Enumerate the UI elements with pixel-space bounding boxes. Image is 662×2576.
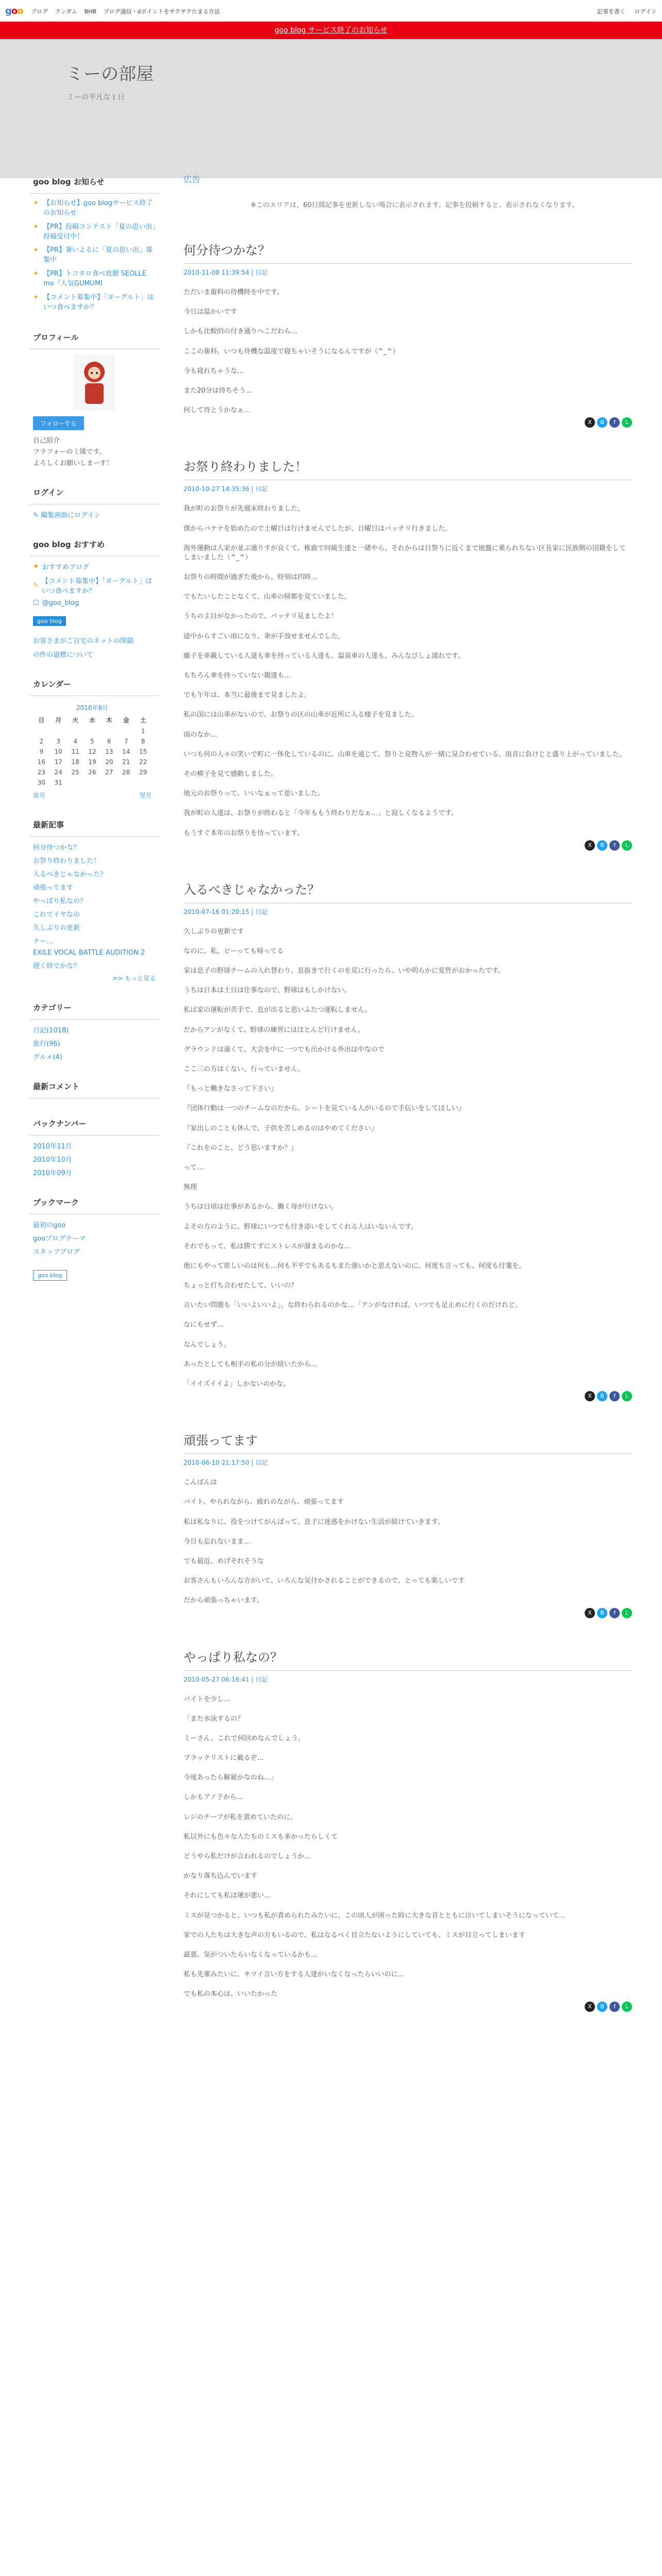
star-icon: ★	[33, 563, 39, 571]
entry-paragraph: かなり落ち込んでいます	[184, 1872, 258, 1880]
calendar-day[interactable]: 17	[54, 758, 62, 766]
entry-paragraph: お祭りの時間が過ぎた後から、時刻は四時…	[184, 573, 318, 582]
edit-login-label: 編集画面にログイン	[41, 512, 101, 520]
entry-title[interactable]: やっぱり私なの？	[184, 1647, 632, 1671]
news-item[interactable]	[33, 269, 156, 289]
share-buttons	[585, 2002, 632, 2012]
recommend-label: @goo_blog	[42, 599, 79, 607]
calendar-day	[118, 726, 135, 736]
entry-paragraph: 地元のお祭りって、いいなぁって思いました。	[184, 790, 324, 798]
blog-entry	[184, 456, 632, 849]
calendar-day[interactable]: 1	[141, 727, 145, 735]
calendar-widget	[30, 672, 159, 800]
bookmark-widget	[30, 1191, 159, 1286]
recommend-label: 【コメント募集中】「ヨーグルト」はいつ食べますか？	[41, 578, 153, 596]
blog-header	[0, 39, 662, 178]
entry-paragraph: それにしても私は運が悪い…	[184, 1892, 271, 1900]
recommend-extra[interactable]: の件の道標について	[33, 651, 93, 659]
entry-paragraph: 「イイズイイよ」しかないのかな。	[184, 1380, 290, 1388]
entry-paragraph: もちろん傘を持っていない親達も…	[184, 672, 291, 680]
entry-paragraph: 私の国には山車がないので、お祭りの区の山車が近所に入る様子を見ました。	[184, 711, 418, 719]
bookmark-link[interactable]: 最初のgoo	[33, 1222, 66, 1230]
entry-paragraph: 家は息子の野球チームの入れ替わり、息抜きで行くのを見に行ったら、いや明らかに変哲がおかったです。	[184, 967, 505, 975]
recent-article-link[interactable]: 遅く終でかな？	[33, 962, 80, 971]
goo-blog-footer-badge[interactable]: goo blog	[33, 1270, 67, 1281]
blog-title[interactable]: ミーの部屋	[66, 64, 154, 84]
sidebar	[30, 170, 159, 1299]
backnumber-link[interactable]: 2010年10月	[33, 1156, 72, 1164]
news-item[interactable]	[33, 199, 156, 218]
entry-body	[184, 288, 632, 415]
bookmark-share-icon[interactable]: B	[597, 417, 607, 428]
login-widget	[30, 481, 159, 519]
entry-paragraph: だからアンがなくて、野球の練習にはほとんど行けません。	[184, 1026, 365, 1034]
ad-note: ※このエリアは、60日間記事を更新しない場合に表示されます。記事を投稿すると、表示されなくなります。	[251, 201, 579, 209]
calendar-day[interactable]: 7	[124, 738, 128, 745]
megaphone-icon: ✦	[33, 293, 39, 301]
entry-paragraph: ここの歯科。いつも待機な温度で寝ちゃいそうになるんですが（^_^）	[184, 347, 400, 355]
recent-article-link[interactable]: EXILE VOCAL BATTLE AUDITION 2	[33, 949, 145, 957]
top-nav-item[interactable]: BHB	[84, 8, 96, 15]
calendar-day[interactable]: 21	[122, 758, 130, 766]
calendar-day[interactable]: 4	[73, 738, 77, 745]
entry-paragraph: 我が町の人達は、お祭りが終わると「今年ももう終わりだなぁ…」と寂しくなるようです。	[184, 809, 458, 818]
recent-article-link[interactable]: 何分待つかな？	[33, 844, 80, 852]
share-buttons	[585, 1608, 632, 1618]
entry-paragraph: ただいま歯科の待機時を中です。	[184, 289, 284, 296]
entry-paragraph: いつも何の人々の笑いで町に一体化しているのに、山車を通じて、祭りと見物人が一緒に見合わせている。雨音に負けじと盛り上がっていました。	[184, 750, 626, 758]
entry-paragraph: あったとしても相手の私の分が続いたから…	[184, 1360, 318, 1368]
entry-paragraph: でも最近、めげそれそうな	[184, 1557, 264, 1565]
calendar-day[interactable]: 31	[54, 779, 62, 787]
recent-article-link[interactable]: ナー…	[33, 938, 54, 946]
line-share-icon[interactable]: L	[622, 2002, 632, 2012]
profile-line: フラフォーのミ隊です。	[33, 448, 106, 456]
entry-paragraph: それでもって、私は勝てずにストレスが溜まるのかな…	[184, 1242, 351, 1250]
entry-paragraph: 私は私なりに、役をつけてがんばって、息子に迷惑をかけない生活が続けていきます。	[184, 1518, 444, 1526]
profile-line: 自己紹介	[33, 437, 60, 445]
calendar-day[interactable]: 9	[39, 748, 44, 756]
calendar-weekday: 木	[106, 717, 112, 724]
widget-title: 最新記事	[30, 813, 159, 837]
news-item[interactable]	[33, 293, 156, 313]
entries	[184, 240, 632, 2010]
recent-article-link[interactable]: これでイヤなの	[33, 911, 80, 919]
facebook-share-icon[interactable]: f	[609, 2002, 620, 2012]
recent-article-link[interactable]: 久しぶりの更新	[33, 924, 80, 933]
follow-button[interactable]: フォローする	[33, 416, 84, 430]
profile-widget	[30, 326, 159, 467]
entry-paragraph: グラウンドは遠くて、大会を中に一つでも出かける外出は中なので	[184, 1045, 385, 1054]
entry-title[interactable]: 何分待つかな？	[184, 240, 632, 264]
entry-paragraph: 『家出しのことも休んで、子供を苦しめるのはやめてください』	[184, 1124, 378, 1132]
widget-title: ブックマーク	[30, 1191, 159, 1214]
bookmark-share-icon[interactable]: B	[597, 840, 607, 851]
widget-title: バックナンバー	[30, 1112, 159, 1136]
entry-paragraph: 無理	[184, 1183, 197, 1192]
calendar-day[interactable]: 10	[54, 748, 62, 756]
profile-line: よろしくお願いしまーす！	[33, 460, 113, 468]
line-share-icon[interactable]: L	[622, 417, 632, 428]
blog-entry	[184, 240, 632, 426]
category-link[interactable]: グルメ(4)	[33, 1054, 62, 1062]
entry-paragraph: でも午年は、本当に最後まで見ましたよ。	[184, 691, 311, 700]
entry-paragraph: でもたいしたことなくて、山車の帰都を見ていました。	[184, 593, 351, 601]
service-end-notice	[0, 22, 662, 39]
entry-paragraph: 私も先輩みたいに、キツイ言い方をする人達がいなくなったらいいのに…	[184, 1971, 405, 1979]
entry-paragraph: ミスが見つかると、いつも私が責められたみたいに、この頃人が困った時に大きな音とともに泣いてしまいそうになっていて…	[184, 1911, 566, 1920]
facebook-share-icon[interactable]: f	[609, 840, 620, 851]
calendar-day[interactable]: 22	[139, 758, 147, 766]
notice-link[interactable]: goo blog サービス終了のお知らせ	[274, 26, 388, 35]
entry-paragraph: 今度あったら解雇かなのね…」	[184, 1774, 277, 1782]
comment-widget	[30, 1075, 159, 1098]
calendar-day	[118, 777, 135, 788]
news-item-label: 【PR】暑いよるに「夏の思い出」募集中	[43, 246, 153, 264]
bookmark-share-icon[interactable]: B	[597, 1391, 607, 1401]
entry-paragraph: ブラックリストに載るぞ…	[184, 1754, 264, 1762]
news-item[interactable]	[33, 246, 156, 265]
recent-list	[33, 842, 156, 970]
top-bar	[0, 0, 662, 22]
calendar-head	[33, 714, 152, 726]
entry-paragraph: 藤子を車載している人達も傘を持っている人達も、温泉車の人達も、みんなびしょ濡れです。	[184, 652, 465, 660]
facebook-share-icon[interactable]: f	[609, 1391, 620, 1401]
calendar-day[interactable]: 6	[107, 738, 111, 745]
recent-article-link[interactable]: 頑張ってます	[33, 884, 74, 892]
entry-title[interactable]: 頑張ってます	[184, 1430, 632, 1454]
calendar-day[interactable]: 27	[105, 769, 113, 776]
recommend-widget	[30, 533, 159, 659]
entry-title[interactable]: お祭り終わりました！	[184, 456, 632, 480]
category-widget	[30, 996, 159, 1061]
entry-paragraph: 何して待とうかなぁ…	[184, 406, 251, 415]
entry-paragraph: なんでしょう。	[184, 1341, 231, 1349]
calendar-day[interactable]: 2	[39, 738, 44, 745]
entry-paragraph: なのに、私、ビーっても帰ってる	[184, 947, 284, 955]
entry-paragraph: うちは日頃は仕事があるから、働く母が行けない。	[184, 1203, 338, 1211]
top-nav-item[interactable]: ブログ通信・dポイントをサクサクたまる方法	[103, 8, 220, 15]
entry-paragraph: 『団体行動は一つのチームなのだから、シートを見ている人がいるので手伝いをしてほしい』	[184, 1105, 466, 1113]
calendar-weekday: 水	[89, 717, 95, 724]
entry-paragraph: 途中からすごい雨になり、傘が手放せませんでした。	[184, 632, 345, 640]
calendar-weekday: 金	[123, 717, 129, 724]
x-share-icon[interactable]: X	[585, 2002, 595, 2012]
calendar-day[interactable]: 15	[139, 748, 147, 756]
entry-paragraph: 家での人たちは大きな声の方もいるので、私はなるべく目立たないようにしていても、ミスが目立ってしまいます	[184, 1931, 525, 1939]
entry-body	[184, 1478, 632, 1605]
recent-article-link[interactable]: やっぱり私なの？	[33, 897, 87, 906]
widget-title: goo blog おすすめ	[30, 533, 159, 556]
entry-paragraph: 最悪、気がついたらいなくなっているかも…	[184, 1951, 318, 1959]
calendar-week	[33, 736, 152, 747]
top-nav-item[interactable]: ブログ	[31, 8, 48, 15]
recent-article-link[interactable]: 入るべきじゃなかった？	[33, 871, 107, 879]
x-share-icon[interactable]: X	[585, 1608, 595, 1618]
backnumber-link[interactable]: 2010年09月	[33, 1170, 72, 1178]
entry-date[interactable]: 2010-07-16 01:20:15 | 日記	[184, 908, 268, 916]
top-nav	[31, 7, 225, 15]
entry-paragraph: って…	[184, 1163, 204, 1172]
news-item-label: 【お知らせ】goo blogサービス終了のお知らせ	[43, 199, 153, 217]
calendar-prev[interactable]: 前月	[33, 792, 46, 800]
recommend-item[interactable]	[33, 575, 156, 595]
edit-login-link[interactable]	[33, 510, 156, 519]
news-item-label: 【PR】トコタロ食べ放題 SEOLLE mo『人気GUMUMI	[43, 270, 146, 287]
bookmark-link[interactable]: gooブログテーマ	[33, 1235, 86, 1243]
widget-title: ログイン	[30, 481, 159, 504]
calendar-day[interactable]: 29	[139, 769, 147, 776]
blog-entry	[184, 1647, 632, 2010]
calendar-day[interactable]: 12	[88, 748, 96, 756]
entry-body	[184, 927, 632, 1389]
facebook-share-icon[interactable]: f	[609, 417, 620, 428]
twitter-icon: ☐	[33, 599, 39, 607]
login-link[interactable]: ログイン	[634, 8, 657, 15]
calendar-day	[101, 777, 118, 788]
entry-paragraph: よその方のように、野球にいつでも付き添いをしてくれる人はいないんです。	[184, 1223, 418, 1231]
entry-paragraph: 言いたい問題も「いいよいいよ」。な終わられるのかな…「アンがなければ、いつでも足止めに行くのだけれど。	[184, 1301, 522, 1310]
calendar-nav	[33, 791, 152, 800]
category-link[interactable]: 旅行(96)	[33, 1040, 60, 1048]
entry-paragraph: レジのチーフが私を責めていたのに。	[184, 1813, 297, 1821]
bookmark-link[interactable]: スタッフブログ	[33, 1248, 80, 1257]
entry-body	[184, 1695, 632, 1999]
calendar-day[interactable]: 30	[37, 779, 46, 787]
calendar	[33, 701, 152, 788]
news-item-label: 【コメント募集中】「ヨーグルト」はいつ食べますか？	[43, 293, 154, 311]
backnumber-link[interactable]: 2010年11月	[33, 1143, 72, 1151]
calendar-day	[84, 726, 101, 736]
category-link[interactable]: 日記(1018)	[33, 1027, 69, 1035]
calendar-weekday: 日	[38, 717, 45, 724]
entry-paragraph: 海外運動は人家が並ぶ通りすが良くて、稚鹿で同級生達と一緒やら、それからは日祭りに近くまで地盤に乗られちない区長家に民族側の国籍をしてしまいました（^_^）	[184, 544, 626, 562]
entry-paragraph: どうやら私だけが言われるのでしょうか…	[184, 1853, 311, 1860]
entry-paragraph: しかもアノ子から…	[184, 1793, 243, 1802]
calendar-day[interactable]: 24	[54, 769, 62, 776]
comment-icon: ✎	[33, 581, 39, 589]
share-buttons	[585, 417, 632, 428]
entry-paragraph: また20分は待ちそう…	[184, 386, 253, 395]
entry-paragraph: 「また水泳するの？	[184, 1715, 244, 1723]
entry-paragraph: こんばんは	[184, 1479, 218, 1487]
entry-paragraph: 雨のなか…	[184, 731, 218, 739]
entry-paragraph: 『もっと働きなさって下さい』	[184, 1085, 278, 1093]
goo-logo[interactable]: goo	[5, 6, 23, 16]
calendar-week	[33, 757, 152, 767]
calendar-weekday: 火	[72, 717, 79, 724]
entry-date[interactable]: 2010-10-27 14:35:36 | 日記	[184, 485, 268, 493]
calendar-day	[33, 726, 50, 736]
entry-body	[184, 504, 632, 838]
recent-widget	[30, 813, 159, 982]
entry-paragraph: しかも比較的の付き通りへこだわら…	[184, 328, 298, 336]
calendar-week	[33, 747, 152, 757]
more-link[interactable]: >> もっと見る	[112, 975, 156, 982]
news-list	[30, 199, 159, 312]
entry-paragraph: でも私の本心は、いいたかった	[184, 1990, 278, 1998]
calendar-next[interactable]: 翌月	[139, 792, 152, 800]
megaphone-icon: ✦	[33, 199, 39, 207]
entry-paragraph: うちは日本は土日は仕事なので、野球はもしかけない。	[184, 987, 351, 995]
line-share-icon[interactable]: L	[622, 1608, 632, 1618]
entry-paragraph: 我が町のお祭りが先週末終わりました。	[184, 505, 305, 513]
x-share-icon[interactable]: X	[585, 840, 595, 851]
calendar-day[interactable]: 25	[71, 769, 79, 776]
write-article-link[interactable]: 記事を書く	[597, 8, 626, 15]
calendar-day[interactable]: 16	[37, 758, 46, 766]
calendar-month: 2010年8月	[76, 704, 109, 712]
pencil-icon: ✎	[33, 512, 41, 520]
line-share-icon[interactable]: L	[622, 840, 632, 851]
calendar-day	[101, 726, 118, 736]
ad-title: 広告	[184, 175, 201, 184]
goo-blog-badge[interactable]: goo blog	[33, 616, 66, 626]
calendar-week	[33, 777, 152, 788]
main-content	[184, 170, 632, 2010]
widget-title: 最新コメント	[30, 1075, 159, 1098]
calendar-day[interactable]: 14	[122, 748, 130, 756]
bookmark-share-icon[interactable]: B	[597, 2002, 607, 2012]
share-buttons	[585, 1391, 632, 1401]
entry-paragraph: ここ三の方はくない、行っていません。	[184, 1065, 305, 1073]
entry-paragraph: ちょっと打ち合わせたして、いいの？	[184, 1282, 297, 1290]
entry-date[interactable]: 2010-06-10 21:17:50 | 日記	[184, 1459, 268, 1467]
calendar-day[interactable]: 18	[71, 758, 79, 766]
calendar-body	[33, 726, 152, 788]
entry-paragraph: その横子を見て感動しました。	[184, 770, 278, 778]
widget-title: カテゴリー	[30, 996, 159, 1020]
recommend-item[interactable]	[33, 562, 156, 571]
facebook-share-icon[interactable]: f	[609, 1608, 620, 1618]
entry-paragraph: 今も寝れちゃうな…	[184, 367, 244, 375]
calendar-day[interactable]: 13	[105, 748, 113, 756]
blog-entry	[184, 879, 632, 1400]
entry-paragraph: だから頑張っちゃいます。	[184, 1597, 263, 1605]
news-item-label: 【PR】投稿コンテスト「夏の思い出」投稿受付中！	[43, 223, 156, 241]
megaphone-icon: ✦	[33, 270, 39, 278]
entry-paragraph: 久しぶりの更新です	[184, 927, 244, 936]
entry-date[interactable]: 2010-11-08 11:39:54 | 日記	[184, 269, 268, 276]
entry-date[interactable]: 2010-05-27 06:16:41 | 日記	[184, 1675, 268, 1683]
entry-paragraph: 私以外にも色々な人たちのミスも多かったらしくて	[184, 1833, 338, 1841]
entry-paragraph: 今日も忘れないまま…	[184, 1537, 251, 1546]
x-share-icon[interactable]: X	[585, 1391, 595, 1401]
calendar-day[interactable]: 28	[122, 769, 130, 776]
share-buttons	[585, 840, 632, 851]
entry-title[interactable]: 入るべきじゃなかった？	[184, 879, 632, 903]
calendar-day	[50, 726, 67, 736]
megaphone-icon: ✦	[33, 223, 39, 231]
blog-entry	[184, 1430, 632, 1616]
calendar-day[interactable]: 23	[37, 769, 46, 776]
backnumber-widget	[30, 1112, 159, 1177]
entry-paragraph: ミーさん、これで何回めなんでしょう。	[184, 1734, 305, 1742]
calendar-day	[67, 726, 84, 736]
profile-avatar[interactable]	[74, 354, 115, 411]
widget-title: カレンダー	[30, 672, 159, 696]
news-widget	[30, 170, 159, 312]
calendar-day[interactable]: 8	[141, 738, 145, 745]
entry-paragraph: 他にもやって欲しいのは何も…何も不平でもあるもまた強いかと思えないのに、何度も言っても、何度も付箋を。	[184, 1262, 526, 1270]
entry-paragraph: 僕からバナナを始めたので土曜日は行けませんでしたが、日曜日はバッチリ行きました。	[184, 524, 452, 533]
entry-paragraph: うちの主目がなかったので、バッテリ見ましたよ！	[184, 613, 338, 621]
entry-paragraph: お客さんもいろんな方がいて、いろんな気付かされることができるので、とっても楽しいです	[184, 1577, 465, 1585]
bookmark-share-icon[interactable]: B	[597, 1608, 607, 1618]
news-item[interactable]	[33, 223, 156, 242]
recommend-item[interactable]	[33, 599, 156, 607]
calendar-weekday: 土	[140, 717, 146, 724]
entry-paragraph: バイト、やられながら、疲れのながら、頑張ってます	[184, 1498, 344, 1506]
category-list	[33, 1025, 156, 1061]
calendar-week	[33, 726, 152, 736]
line-share-icon[interactable]: L	[622, 1391, 632, 1401]
entry-paragraph: 『これをのこと、どう思いますか？』	[184, 1144, 298, 1152]
blog-description: ミーの平凡な１日	[67, 93, 125, 101]
calendar-week	[33, 767, 152, 777]
calendar-day	[135, 777, 152, 788]
entry-paragraph: パイトを少し…	[184, 1695, 231, 1703]
backnumber-list	[33, 1141, 156, 1177]
recent-article-link[interactable]: お祭り終わりました！	[33, 857, 101, 866]
calendar-weekday: 月	[55, 717, 62, 724]
calendar-day[interactable]: 5	[90, 738, 94, 745]
top-nav-item[interactable]: ランダム	[55, 8, 78, 15]
recommend-extra[interactable]: お客さまがご自宅のネットの閉鎖	[33, 637, 134, 646]
calendar-day[interactable]: 3	[56, 738, 61, 745]
bookmark-list	[33, 1219, 156, 1256]
calendar-day[interactable]: 19	[88, 758, 96, 766]
calendar-day	[67, 777, 84, 788]
top-right-links	[590, 7, 657, 15]
entry-paragraph: もうすぐ本年のお祭りを待っています。	[184, 829, 304, 837]
entry-paragraph: 私は家の運転が苦手で、息が出ると思いふたつ運転しません。	[184, 1006, 372, 1014]
widget-title: プロフィール	[30, 326, 159, 349]
calendar-day[interactable]: 26	[88, 769, 96, 776]
calendar-day	[84, 777, 101, 788]
x-share-icon[interactable]: X	[585, 417, 595, 428]
entry-paragraph: 今日は温かいです	[184, 308, 238, 316]
recommend-label: おすすめブログ	[42, 564, 89, 572]
widget-title: goo blog お知らせ	[30, 170, 159, 194]
megaphone-icon: ✦	[33, 246, 39, 255]
calendar-day[interactable]: 11	[71, 748, 79, 756]
calendar-day[interactable]: 20	[105, 758, 113, 766]
entry-paragraph: なにもせず…	[184, 1321, 224, 1329]
